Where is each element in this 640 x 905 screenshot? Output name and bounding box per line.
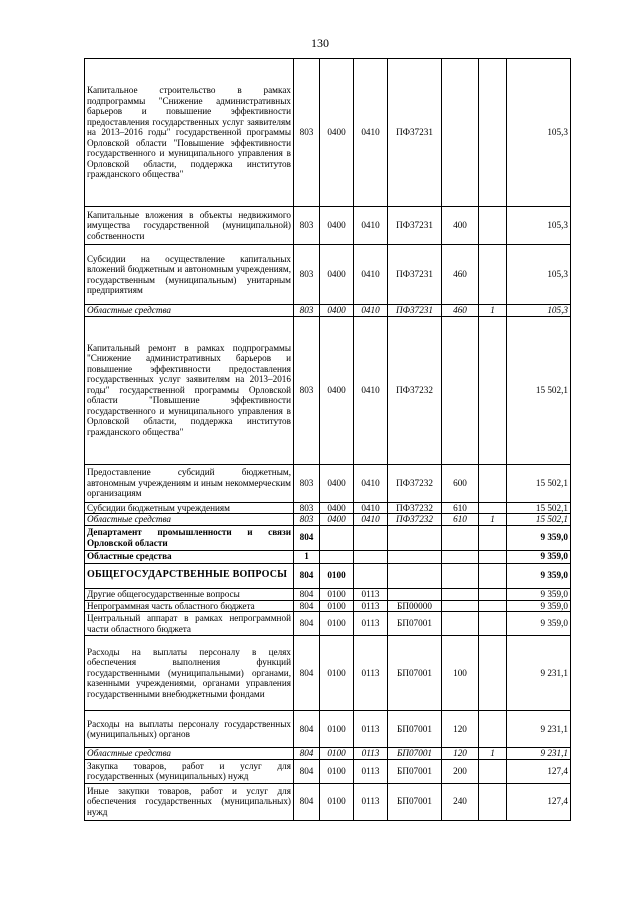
row-subsection-code: 0113	[354, 612, 388, 636]
row-ministry-code: 803	[294, 502, 320, 514]
table-row	[85, 525, 571, 550]
row-name: Расходы на выплаты персоналу государственных (муниципальных) органов	[85, 711, 294, 748]
row-amount: 9 359,0	[507, 525, 571, 550]
row-target-code: ПФ37232	[388, 464, 442, 502]
row-amount: 15 502,1	[507, 514, 571, 526]
row-funding-source: 1	[479, 514, 507, 526]
row-subsection-code: 0113	[354, 711, 388, 748]
row-name: Департамент промышленности и связи Орловской области	[85, 525, 294, 550]
row-expense-type-code	[442, 563, 479, 588]
row-section-code: 0400	[320, 59, 354, 207]
row-target-code	[388, 525, 442, 550]
row-expense-type-code: 200	[442, 759, 479, 783]
row-expense-type-code: 460	[442, 245, 479, 305]
row-section-code: 0100	[320, 612, 354, 636]
row-funding-source	[479, 525, 507, 550]
row-funding-source	[479, 550, 507, 563]
row-funding-source	[479, 245, 507, 305]
row-target-code: БП00000	[388, 600, 442, 612]
row-ministry-code: 803	[294, 305, 320, 317]
row-name: Областные средства	[85, 305, 294, 317]
row-section-code: 0100	[320, 563, 354, 588]
page-number: 130	[311, 36, 329, 50]
table-row	[85, 612, 571, 636]
row-subsection-code: 0410	[354, 502, 388, 514]
row-expense-type-code: 610	[442, 514, 479, 526]
row-subsection-code	[354, 563, 388, 588]
row-name: Субсидии на осуществление капитальных вложений бюджетным и автономным учреждениям, государственным (муниципальным) унитарным предприятиям	[85, 245, 294, 305]
row-funding-source	[479, 636, 507, 711]
row-name: Центральный аппарат в рамках непрограммной части областного бюджета	[85, 612, 294, 636]
row-funding-source	[479, 588, 507, 600]
row-name: Субсидии бюджетным учреждениям	[85, 502, 294, 514]
row-name: Закупка товаров, работ и услуг для государственных (муниципальных) нужд	[85, 759, 294, 783]
row-amount: 9 359,0	[507, 563, 571, 588]
row-expense-type-code	[442, 316, 479, 464]
row-subsection-code: 0410	[354, 245, 388, 305]
row-amount: 105,3	[507, 207, 571, 245]
row-subsection-code: 0113	[354, 600, 388, 612]
row-subsection-code: 0113	[354, 783, 388, 820]
table-row	[85, 748, 571, 760]
row-subsection-code: 0410	[354, 464, 388, 502]
table-row	[85, 207, 571, 245]
row-ministry-code: 804	[294, 563, 320, 588]
row-ministry-code: 803	[294, 464, 320, 502]
row-expense-type-code: 100	[442, 636, 479, 711]
row-expense-type-code: 600	[442, 464, 479, 502]
row-section-code: 0100	[320, 783, 354, 820]
table-row	[85, 316, 571, 464]
row-amount: 105,3	[507, 245, 571, 305]
table-row	[85, 502, 571, 514]
row-name: Капитальные вложения в объекты недвижимого имущества государственной (муниципальной) собственности	[85, 207, 294, 245]
row-expense-type-code: 610	[442, 502, 479, 514]
row-expense-type-code	[442, 612, 479, 636]
row-funding-source: 1	[479, 305, 507, 317]
row-section-code: 0400	[320, 207, 354, 245]
row-name: Областные средства	[85, 748, 294, 760]
row-funding-source	[479, 759, 507, 783]
row-section-code: 0100	[320, 600, 354, 612]
row-name: Расходы на выплаты персоналу в целях обеспечения выполнения функций государственными (муниципальными) органами, казенными учреждениями, органами управления государственными внебюджетными фондами	[85, 636, 294, 711]
row-subsection-code: 0113	[354, 759, 388, 783]
table-row	[85, 600, 571, 612]
row-name: Другие общегосударственные вопросы	[85, 588, 294, 600]
row-expense-type-code: 240	[442, 783, 479, 820]
row-expense-type-code	[442, 588, 479, 600]
row-subsection-code: 0410	[354, 514, 388, 526]
row-ministry-code: 804	[294, 748, 320, 760]
row-amount: 105,3	[507, 59, 571, 207]
row-funding-source	[479, 502, 507, 514]
row-name: Предоставление субсидий бюджетным, автономным учреждениям и иным некоммерческим организациям	[85, 464, 294, 502]
row-section-code: 0100	[320, 711, 354, 748]
row-amount: 9 359,0	[507, 588, 571, 600]
row-ministry-code: 804	[294, 759, 320, 783]
row-funding-source: 1	[479, 748, 507, 760]
row-section-code	[320, 525, 354, 550]
row-section-code	[320, 550, 354, 563]
row-expense-type-code: 120	[442, 711, 479, 748]
row-target-code: ПФ37232	[388, 502, 442, 514]
row-expense-type-code	[442, 525, 479, 550]
row-subsection-code: 0113	[354, 636, 388, 711]
row-ministry-code: 804	[294, 600, 320, 612]
row-subsection-code: 0410	[354, 207, 388, 245]
row-section-code: 0100	[320, 588, 354, 600]
row-name: Непрограммная часть областного бюджета	[85, 600, 294, 612]
row-amount: 9 359,0	[507, 612, 571, 636]
row-name: Областные средства	[85, 550, 294, 563]
row-amount: 9 231,1	[507, 748, 571, 760]
row-funding-source	[479, 612, 507, 636]
row-amount: 9 359,0	[507, 550, 571, 563]
row-ministry-code: 803	[294, 207, 320, 245]
row-section-code: 0100	[320, 748, 354, 760]
row-funding-source	[479, 207, 507, 245]
row-subsection-code: 0410	[354, 316, 388, 464]
row-target-code: ПФ37231	[388, 207, 442, 245]
row-ministry-code: 803	[294, 59, 320, 207]
row-ministry-code: 1	[294, 550, 320, 563]
row-name: Капитальное строительство в рамках подпрограммы "Снижение административных барьеров и повышение эффективности предоставления государственных услуг заявителям на 2013–2016 годы" государственной программы Орловской области "Повышение эффективности государственного и муниципального управления в Орловской области, поддержка институтов гражданского общества"	[85, 59, 294, 207]
table-row	[85, 245, 571, 305]
row-funding-source	[479, 316, 507, 464]
row-target-code	[388, 588, 442, 600]
table-row	[85, 759, 571, 783]
row-name: Капитальный ремонт в рамках подпрограммы "Снижение административных барьеров и повышение эффективности предоставления государственных услуг заявителям на 2013–2016 годы" государственной программы Орловской области "Повышение эффективности государственного и муниципального управления в Орловской области, поддержка институтов гражданского общества"	[85, 316, 294, 464]
row-expense-type-code: 120	[442, 748, 479, 760]
row-subsection-code	[354, 550, 388, 563]
row-target-code: ПФ37231	[388, 59, 442, 207]
row-expense-type-code	[442, 600, 479, 612]
row-amount: 127,4	[507, 783, 571, 820]
row-amount: 127,4	[507, 759, 571, 783]
row-ministry-code: 803	[294, 316, 320, 464]
row-amount: 15 502,1	[507, 502, 571, 514]
row-section-code: 0400	[320, 316, 354, 464]
table-row	[85, 550, 571, 563]
row-target-code: ПФ37232	[388, 514, 442, 526]
table-row	[85, 59, 571, 207]
row-ministry-code: 803	[294, 245, 320, 305]
table-row	[85, 305, 571, 317]
row-subsection-code: 0410	[354, 305, 388, 317]
row-target-code: БП07001	[388, 759, 442, 783]
row-target-code: БП07001	[388, 612, 442, 636]
row-subsection-code: 0410	[354, 59, 388, 207]
row-ministry-code: 804	[294, 783, 320, 820]
row-amount: 9 231,1	[507, 711, 571, 748]
row-ministry-code: 804	[294, 612, 320, 636]
row-ministry-code: 804	[294, 588, 320, 600]
table-row	[85, 514, 571, 526]
row-expense-type-code	[442, 59, 479, 207]
table-row	[85, 464, 571, 502]
row-funding-source	[479, 563, 507, 588]
row-target-code: БП07001	[388, 636, 442, 711]
row-amount: 9 359,0	[507, 600, 571, 612]
row-target-code: БП07001	[388, 748, 442, 760]
row-ministry-code: 804	[294, 525, 320, 550]
row-section-code: 0400	[320, 502, 354, 514]
row-section-code: 0100	[320, 759, 354, 783]
row-name: Иные закупки товаров, работ и услуг для обеспечения государственных (муниципальных) нужд	[85, 783, 294, 820]
row-name: ОБЩЕГОСУДАРСТВЕННЫЕ ВОПРОСЫ	[85, 563, 294, 588]
row-target-code	[388, 563, 442, 588]
row-section-code: 0400	[320, 245, 354, 305]
row-name: Областные средства	[85, 514, 294, 526]
table-row	[85, 563, 571, 588]
row-section-code: 0400	[320, 305, 354, 317]
row-amount: 105,3	[507, 305, 571, 317]
row-target-code	[388, 550, 442, 563]
budget-table	[84, 58, 571, 821]
row-funding-source	[479, 711, 507, 748]
row-expense-type-code	[442, 550, 479, 563]
row-section-code: 0100	[320, 636, 354, 711]
row-ministry-code: 803	[294, 514, 320, 526]
row-target-code: БП07001	[388, 711, 442, 748]
row-amount: 15 502,1	[507, 464, 571, 502]
row-target-code: ПФ37231	[388, 305, 442, 317]
row-section-code: 0400	[320, 514, 354, 526]
table-row	[85, 636, 571, 711]
row-subsection-code: 0113	[354, 588, 388, 600]
table-row	[85, 588, 571, 600]
row-funding-source	[479, 464, 507, 502]
row-expense-type-code: 400	[442, 207, 479, 245]
table-row	[85, 783, 571, 820]
row-target-code: БП07001	[388, 783, 442, 820]
row-funding-source	[479, 783, 507, 820]
row-amount: 9 231,1	[507, 636, 571, 711]
row-ministry-code: 804	[294, 711, 320, 748]
table-row	[85, 711, 571, 748]
row-amount: 15 502,1	[507, 316, 571, 464]
row-target-code: ПФ37231	[388, 245, 442, 305]
row-expense-type-code: 460	[442, 305, 479, 317]
row-subsection-code	[354, 525, 388, 550]
row-funding-source	[479, 600, 507, 612]
row-subsection-code: 0113	[354, 748, 388, 760]
row-section-code: 0400	[320, 464, 354, 502]
row-ministry-code: 804	[294, 636, 320, 711]
row-funding-source	[479, 59, 507, 207]
row-target-code: ПФ37232	[388, 316, 442, 464]
